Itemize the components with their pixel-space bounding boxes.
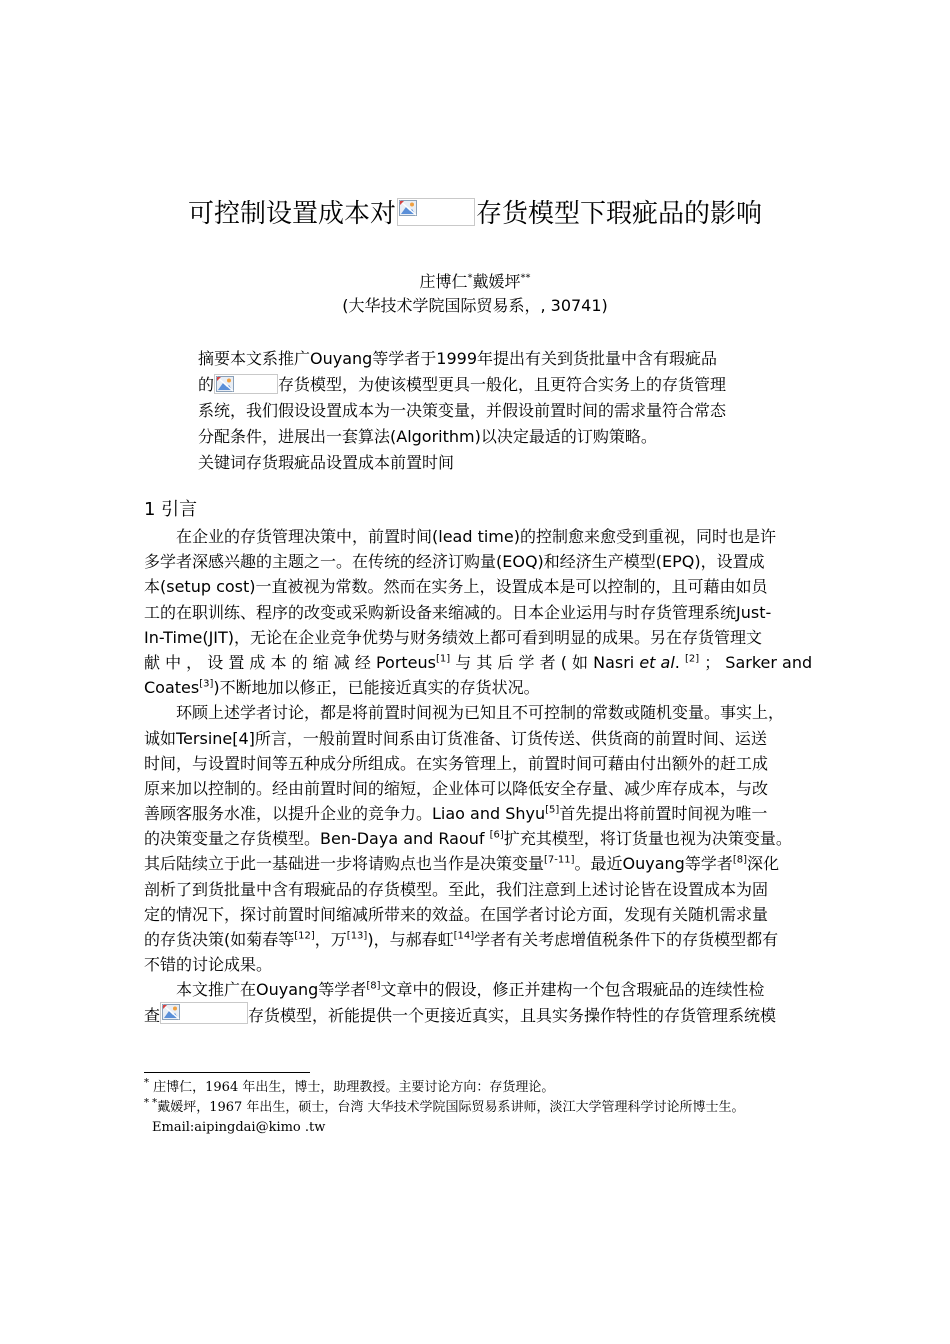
citation: [2] — [684, 653, 700, 665]
footnote-text: 庄博仁，1964 年出生，博士，助理教授。主要讨论方向：存货理论。 — [149, 1080, 555, 1095]
body-line: 在企业的存货管理决策中，前置时间(lead time)的控制愈来愈受到重视，同时也是许 — [176, 527, 776, 546]
citation: [13] — [346, 930, 368, 942]
body-line — [144, 851, 816, 876]
body-text-run: 扩充其模型，将订货量也视为决策变量。 — [503, 829, 792, 849]
body-text-run: 查 — [144, 1005, 161, 1025]
abstract-text: 存货模型，为使该模型更具一般化，且更符合实务上的存货管理 — [278, 375, 727, 394]
title-part-1: 可控制设置成本对 — [187, 199, 396, 229]
abstract-line: 摘要本文系推广Ouyang等学者于1999年提出有关到货批量中含有瑕疵品 — [198, 349, 718, 368]
citation: [6] — [489, 829, 504, 841]
footnotes — [144, 1078, 824, 1138]
footnote-divider — [144, 1072, 310, 1073]
footnote-mark: * * — [144, 1097, 158, 1109]
body-line: In-Time(JIT)，无论在企业竞争优势与财务绩效上都可看到明显的成果。另在存货管理文 — [144, 627, 763, 647]
citation: [14] — [453, 930, 475, 942]
footnote-email: Email:aipingdai@kimo .tw — [152, 1120, 326, 1135]
body-line: 本(setup cost)一直被视为常数。然而在实务上，设置成本是可以控制的，且可藉由如员 — [144, 577, 768, 597]
body-line — [144, 927, 816, 952]
author-line — [0, 271, 950, 293]
body-line: 剖析了到货批量中含有瑕疵品的存货模型。至此，我们注意到上述讨论皆在设置成本为固 — [144, 879, 769, 899]
author-2-mark: ** — [520, 272, 531, 284]
body-line: 原来加以控制的。经由前置时间的缩短，企业体可以降低安全存量、减少库存成本，与改 — [144, 778, 769, 798]
affiliation: (大华技术学院国际贸易系，, 30741) — [342, 296, 608, 315]
keywords: 关键词存货瑕疵品设置成本前置时间 — [198, 453, 455, 472]
body-line: 时间，与设置时间等五种成分所组成。在实务管理上，前置时间可藉由付出额外的赶工成 — [144, 753, 769, 773]
abstract-line — [198, 372, 758, 398]
body-text-run: Coates — [144, 678, 200, 698]
body-text — [144, 524, 816, 1028]
abstract — [198, 346, 758, 476]
citation: [5] — [545, 804, 560, 816]
abstract-text: 的 — [198, 375, 215, 394]
body-line: 诚如Tersine[4]所言，一般前置时间系由订货准备、订货传送、供货商的前置时间、运送 — [144, 728, 767, 748]
broken-image-icon — [214, 374, 278, 394]
body-line — [144, 801, 816, 826]
paper-title — [0, 194, 950, 234]
body-line — [144, 675, 816, 700]
body-text-run: 本文推广在Ouyang等学者 — [176, 980, 367, 1000]
body-text-run: )，与郝春虹 — [367, 930, 454, 949]
body-line: 不错的讨论成果。 — [144, 955, 273, 975]
body-line — [144, 977, 816, 1002]
body-text-run: 学者有关考虑增值税条件下的存货模型都有 — [474, 930, 779, 949]
body-text-run: 献 中 ， 设 置 成 本 的 缩 减 经 Porteus — [144, 652, 436, 672]
body-line: 环顾上述学者讨论，都是将前置时间视为已知且不可控制的常数或随机变量。事实上， — [176, 703, 785, 723]
citation: [7-11] — [544, 855, 575, 867]
author-1: 庄博仁 — [419, 272, 468, 291]
citation: [1] — [436, 653, 451, 665]
title-part-2: 存货模型下瑕疵品的影响 — [476, 199, 763, 229]
body-text-run: 与 其 后 学 者 ( 如 Nasri — [450, 652, 640, 672]
body-text-run: 。最近Ouyang等学者 — [574, 854, 733, 874]
body-line: 多学者深感兴趣的主题之一。在传统的经济订购量(EOQ)和经济生产模型(EPQ)，设置成 — [144, 552, 765, 572]
broken-image-icon — [160, 1002, 248, 1024]
citation: [8] — [732, 855, 747, 867]
footnote-text: 戴媛坪，1967 年出生，硕士，台湾 大华技术学院国际贸易系讲师，淡江大学管理科学讨论所博士生。 — [157, 1100, 745, 1115]
body-text-run: 文章中的假设，修正并建构一个包含瑕疵品的连续性检 — [380, 980, 765, 1000]
footnote-2 — [144, 1098, 824, 1118]
broken-image-icon — [397, 198, 475, 226]
body-text-run: 深化 — [747, 854, 780, 874]
author-1-mark: * — [467, 272, 473, 284]
body-line: 工的在职训练、程序的改变或采购新设备来缩减的。日本企业运用与时存货管理系统Just- — [144, 602, 772, 622]
author-2: 戴媛坪 — [472, 272, 521, 291]
citation: [12] — [294, 930, 315, 942]
footnote-mark: * — [144, 1077, 149, 1089]
body-line — [144, 826, 816, 851]
footnote-1 — [144, 1078, 824, 1098]
body-text-run: 首先提出将前置时间视为唯一 — [559, 804, 768, 824]
body-line: 定的情况下，探讨前置时间缩减所带来的效益。在国学者讨论方面，发现有关随机需求量 — [144, 904, 769, 924]
body-text-run: ； Sarker and — [699, 652, 813, 672]
body-text-run: ，万 — [314, 930, 347, 949]
body-line — [144, 650, 816, 675]
section-heading: 1 引言 — [144, 499, 198, 520]
body-line — [144, 1003, 816, 1028]
body-text-run: 其后陆续立于此一基础进一步将请购点也当作是决策变量 — [144, 854, 545, 874]
abstract-line: 系统，我们假设设置成本为一决策变量，并假设前置时间的需求量符合常态 — [198, 401, 727, 420]
body-text-run: 的决策变量之存货模型。Ben-Daya and Raouf — [144, 829, 490, 849]
body-text-run: )不断地加以修正，已能接近真实的存货状况。 — [213, 678, 540, 698]
body-text-run: 善顾客服务水准，以提升企业的竞争力。Liao and Shyu — [144, 804, 546, 824]
body-text-run: 的存货决策(如菊春等 — [144, 930, 295, 949]
body-text-run: 存货模型，祈能提供一个更接近真实，且具实务操作特性的存货管理系统模 — [248, 1005, 777, 1025]
citation: [8] — [366, 981, 381, 993]
body-text-run: . — [674, 652, 685, 672]
abstract-line: 分配条件，进展出一套算法(Algorithm)以决定最适的订购策略。 — [198, 427, 657, 446]
citation: [3] — [199, 678, 214, 690]
body-text-italic: et al — [639, 652, 675, 672]
